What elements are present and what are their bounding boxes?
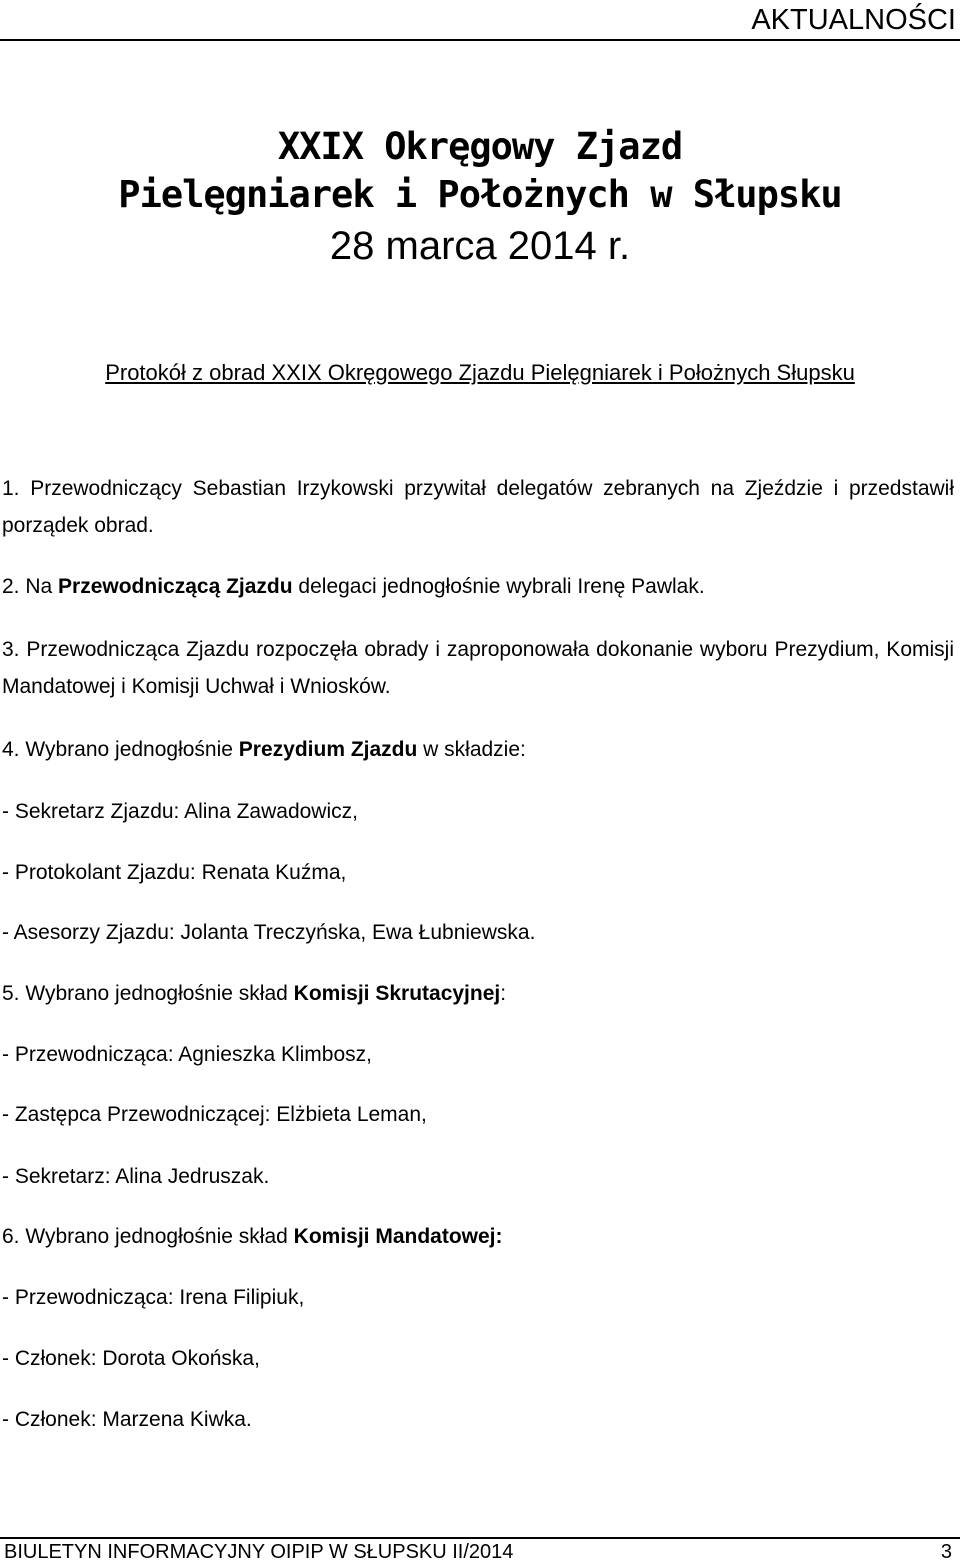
item-4-bold: Prezydium Zjazdu bbox=[238, 738, 418, 761]
item-4 bbox=[2, 731, 954, 768]
title-line-1: XXIX Okręgowy Zjazd bbox=[277, 125, 683, 168]
item-5-text-a: 5. Wybrano jednogłośnie skład bbox=[2, 982, 294, 1005]
page-footer bbox=[0, 1527, 960, 1561]
item-2-text-a: 2. Na bbox=[2, 575, 59, 598]
item-4-text-a: 4. Wybrano jednogłośnie bbox=[2, 738, 239, 761]
header-rule bbox=[0, 39, 960, 41]
item-6-list-item: - Członek: Marzena Kiwka. bbox=[2, 1408, 252, 1431]
item-5 bbox=[2, 975, 954, 1012]
section-label: AKTUALNOŚCI bbox=[751, 4, 956, 36]
footer-rule bbox=[0, 1537, 960, 1539]
item-2-bold: Przewodniczącą Zjazdu bbox=[58, 575, 293, 598]
item-5-bold: Komisji Skrutacyjnej bbox=[293, 982, 501, 1005]
title-date: 28 marca 2014 r. bbox=[329, 224, 631, 268]
item-6 bbox=[2, 1218, 954, 1255]
item-5-text-c: : bbox=[500, 982, 507, 1005]
item-5-list-item: - Sekretarz: Alina Jedruszak. bbox=[2, 1165, 270, 1188]
item-6-text-a: 6. Wybrano jednogłośnie skład bbox=[2, 1225, 294, 1248]
item-6-bold: Komisji Mandatowej: bbox=[293, 1225, 503, 1248]
item-1: 1. Przewodniczący Sebastian Irzykowski przywitał delegatów zebranych na Zjeździe i przedstawił porządek obrad. bbox=[2, 477, 954, 537]
page-header bbox=[0, 0, 960, 40]
item-5-list-item: - Zastępca Przewodniczącej: Elżbieta Leman, bbox=[2, 1103, 427, 1126]
item-6-list-item: - Członek: Dorota Okońska, bbox=[2, 1347, 260, 1370]
item-4-text-c: w składzie: bbox=[417, 738, 526, 761]
item-5-list-item: - Przewodnicząca: Agnieszka Klimbosz, bbox=[2, 1043, 372, 1066]
item-4-list-item: - Asesorzy Zjazdu: Jolanta Treczyńska, Ewa Łubniewska. bbox=[2, 921, 536, 944]
item-2 bbox=[2, 568, 954, 605]
footer-publication: BIULETYN INFORMACYJNY OIPIP W SŁUPSKU II/2014 bbox=[4, 1541, 514, 1563]
page-number: 3 bbox=[940, 1541, 952, 1563]
title-line-2: Pielęgniarek i Położnych w Słupsku bbox=[118, 173, 842, 216]
item-6-list-item: - Przewodnicząca: Irena Filipiuk, bbox=[2, 1286, 305, 1309]
item-2-text-c: delegaci jednogłośnie wybrali Irenę Pawlak. bbox=[292, 575, 705, 598]
item-3: 3. Przewodnicząca Zjazdu rozpoczęła obrady i zaproponowała dokonanie wyboru Prezydium, Komisji Mandatowej i Komisji Uchwał i Wniosków. bbox=[2, 638, 954, 698]
protocol-title: Protokół z obrad XXIX Okręgowego Zjazdu Pielęgniarek i Położnych Słupsku bbox=[105, 360, 855, 385]
item-4-list-item: - Sekretarz Zjazdu: Alina Zawadowicz, bbox=[2, 800, 358, 823]
item-4-list-item: - Protokolant Zjazdu: Renata Kuźma, bbox=[2, 861, 347, 884]
